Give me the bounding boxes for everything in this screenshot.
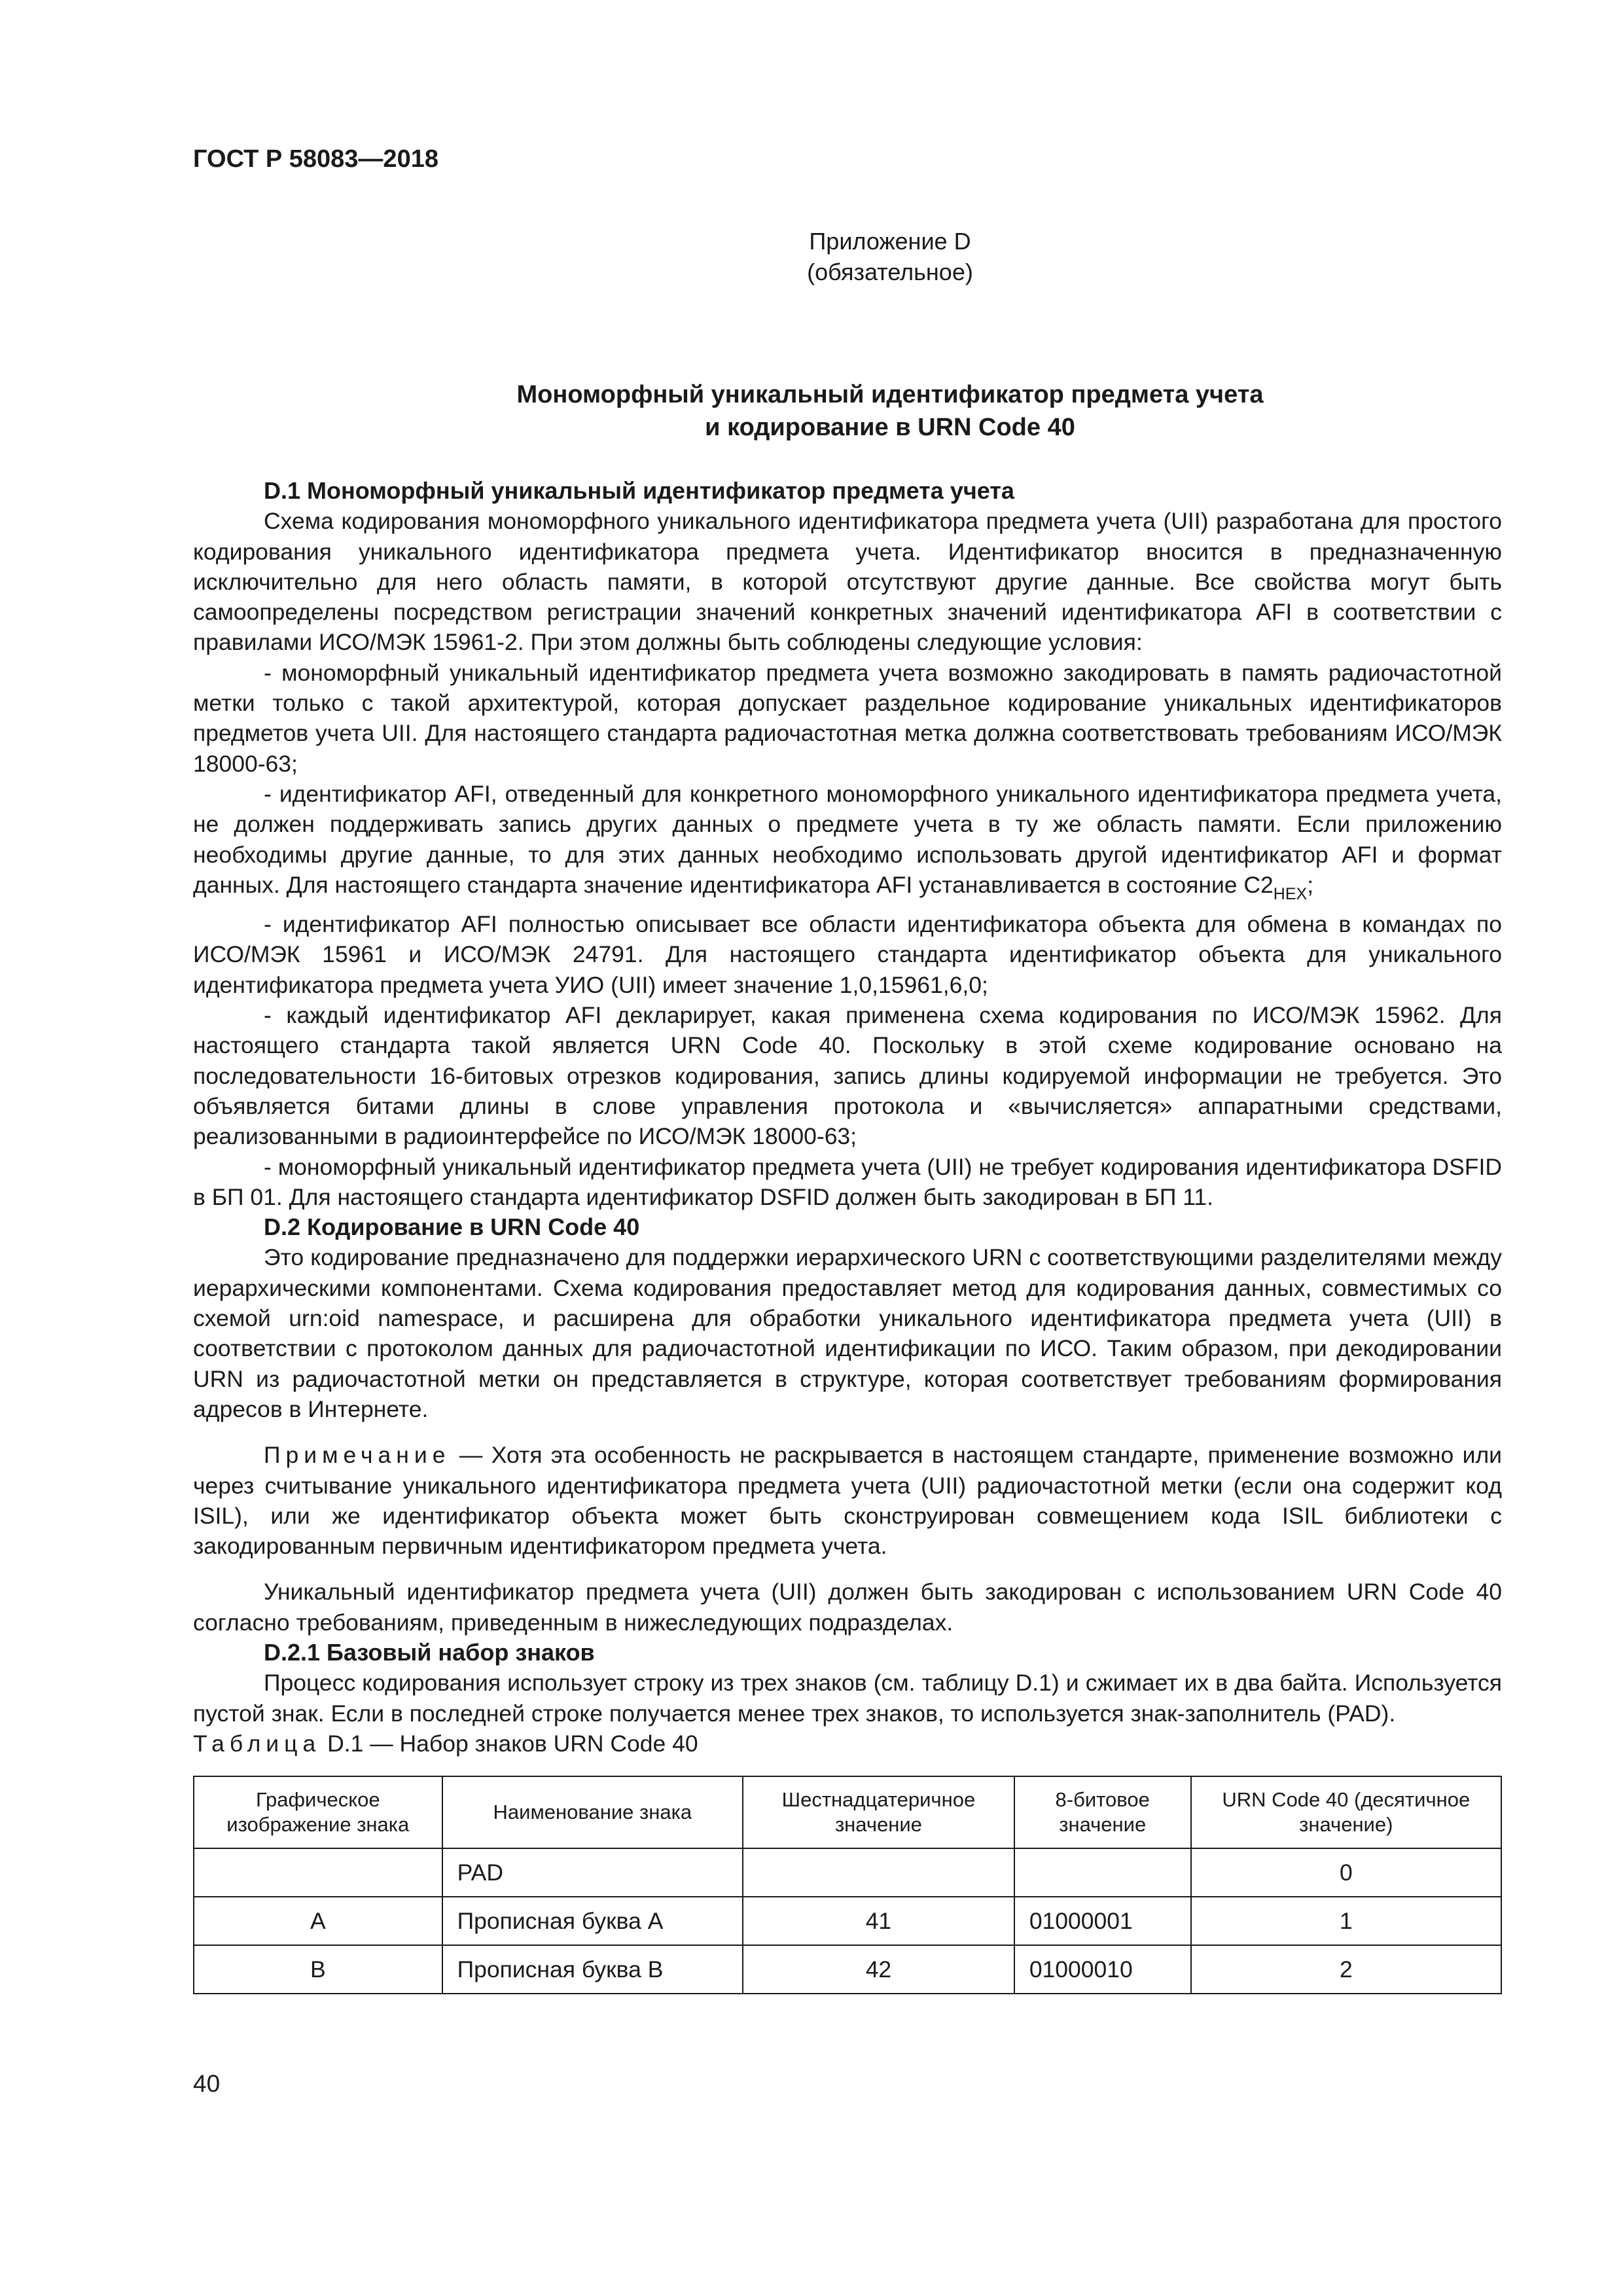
list-item: - мономорфный уникальный идентификатор предмета учета (UII) не требует кодирования идентификатора DSFID в БП 01. Для настоящего стандарта идентификатор DSFID должен быть закодирован в БП 11. — [193, 1153, 1502, 1210]
table-cell: 01000001 — [1014, 1897, 1191, 1945]
table-cell: B — [194, 1945, 442, 1994]
table-caption — [193, 1729, 1502, 1759]
document-body — [193, 476, 1502, 1994]
paragraph: Схема кодирования мономорфного уникального идентификатора предмета учета (UII) разработана для простого кодирования уникального идентификатора предмета учета. Идентификатор вносится в предназначенную исключительно для него область памяти, в которой отсутствуют другие данные. Все свойства могут быть самоопределены посредством регистрации значений конкретных значений идентификатора AFI в соответствии с правилами ИСО/МЭК 15961-2. При этом должны быть соблюдены следующие условия: — [193, 508, 1502, 656]
section-heading-d1: D.1 Мономорфный уникальный идентификатор предмета учета — [264, 477, 1014, 504]
paragraph: Уникальный идентификатор предмета учета (UII) должен быть закодирован с использованием URN Code 40 согласно требованиям, приведенным в нижеследующих подразделах. — [193, 1579, 1502, 1636]
section-heading-d21: D.2.1 Базовый набор знаков — [264, 1638, 595, 1666]
table-cell: Прописная буква B — [442, 1945, 743, 1994]
list-item: - каждый идентификатор AFI декларирует, какая применена схема кодирования по ИСО/МЭК 15962. Для настоящего стандарта такой является URN Code 40. Поскольку в этой схеме кодирование основано на последовательности 16-битовых отрезков кодирования, запись длины кодируемой информации не требуется. Это объявляется битами длины в слове управления протокола и «вычисляется» аппаратными средствами, реализованными в радиоинтерфейсе по ИСО/МЭК 18000-63; — [193, 1002, 1502, 1150]
paragraph: Процесс кодирования использует строку из трех знаков (см. таблицу D.1) и сжимает их в два байта. Используется пустой знак. Если в последней строке получается менее трех знаков, то используется знак-заполнитель (PAD). — [193, 1670, 1502, 1727]
table-cell: 01000010 — [1014, 1945, 1191, 1994]
table-row — [194, 1945, 1501, 1994]
list-item: - идентификатор AFI полностью описывает все области идентификатора объекта для обмена в командах по ИСО/МЭК 15961 и ИСО/МЭК 24791. Для настоящего стандарта идентификатор объекта для уникального идентификатора предмета учета УИО (UII) имеет значение 1,0,15961,6,0; — [193, 911, 1502, 998]
list-item: - мономорфный уникальный идентификатор предмета учета возможно закодировать в память радиочастотной метки только с такой архитектурой, которая допускает раздельное кодирование уникальных идентификаторов предметов учета UII. Для настоящего стандарта радиочастотная метка должна соответствовать требованиям ИСО/МЭК 18000-63; — [193, 659, 1502, 777]
table-row — [194, 1897, 1501, 1945]
table-header-row — [194, 1776, 1501, 1848]
table-caption-text: D.1 — Набор знаков URN Code 40 — [321, 1730, 698, 1757]
list-item-text: - идентификатор AFI, отведенный для конкретного мономорфного уникального идентификатора предмета учета, не должен поддерживать запись других данных о предмете учета в ту же область памяти. Если приложению необходимы другие данные, то для этих данных необходимо использовать другой идентификатор AFI и формат данных. Для настоящего стандарта значение идентификатора AFI устанавливается в состояние C2 — [193, 780, 1502, 898]
table-cell — [1014, 1848, 1191, 1897]
page-number: 40 — [193, 2070, 221, 2097]
paragraph: Это кодирование предназначено для поддержки иерархического URN с соответствующими разделителями между иерархическими компонентами. Схема кодирования предоставляет метод для кодирования данных, совместимых со схемой urn:oid namespace, и расширена для обработки уникального идентификатора предмета учета (UII) в соответствии с протоколом данных для радиочастотной идентификации по ИСО. Таким образом, при декодировании URN из радиочастотной метки он представляется в структуре, которая соответствует требованиям формирования адресов в Интернете. — [193, 1244, 1502, 1422]
table-header-cell: Шестнадцатеричное значение — [743, 1776, 1014, 1848]
table-cell: PAD — [442, 1848, 743, 1897]
table-header-cell: URN Code 40 (десятичное значение) — [1191, 1776, 1501, 1848]
annex-title — [193, 378, 1502, 444]
annex-label: Приложение D — [809, 228, 971, 255]
annex-status: (обязательное) — [807, 259, 973, 285]
table-cell: 0 — [1191, 1848, 1501, 1897]
annex-title-line1: Мономорфный уникальный идентификатор предмета учета — [516, 381, 1264, 408]
charset-table — [193, 1776, 1502, 1994]
list-item — [193, 779, 1502, 909]
note-label: Примечание — [264, 1442, 451, 1469]
table-cell: A — [194, 1897, 442, 1945]
table-header-cell: Графическое изображение знака — [194, 1776, 442, 1848]
table-header-cell: Наименование знака — [442, 1776, 743, 1848]
table-cell: 41 — [743, 1897, 1014, 1945]
standard-header: ГОСТ Р 58083—2018 — [193, 145, 438, 173]
annex-heading — [193, 226, 1502, 287]
table-cell: Прописная буква A — [442, 1897, 743, 1945]
table-cell: 2 — [1191, 1945, 1501, 1994]
section-heading-d2: D.2 Кодирование в URN Code 40 — [264, 1213, 640, 1241]
subscript: HEX — [1273, 884, 1308, 903]
note — [193, 1440, 1502, 1561]
table-caption-label: Таблица — [193, 1730, 321, 1757]
note-text: — Хотя эта особенность не раскрывается в настоящем стандарте, применение возможно или через считывание уникального идентификатора предмета учета (UII) радиочастотной метки (если она содержит код ISIL), или же идентификатор объекта может быть сконструирован совмещением кода ISIL библиотеки с закодированным первичным идентификатором предмета учета. — [193, 1442, 1502, 1560]
table-cell: 42 — [743, 1945, 1014, 1994]
table-cell — [194, 1848, 442, 1897]
table-cell: 1 — [1191, 1897, 1501, 1945]
table-header-cell: 8-битовое значение — [1014, 1776, 1191, 1848]
table-row — [194, 1848, 1501, 1897]
annex-title-line2: и кодирование в URN Code 40 — [705, 414, 1075, 441]
list-item-end: ; — [1307, 871, 1314, 898]
table-cell — [743, 1848, 1014, 1897]
